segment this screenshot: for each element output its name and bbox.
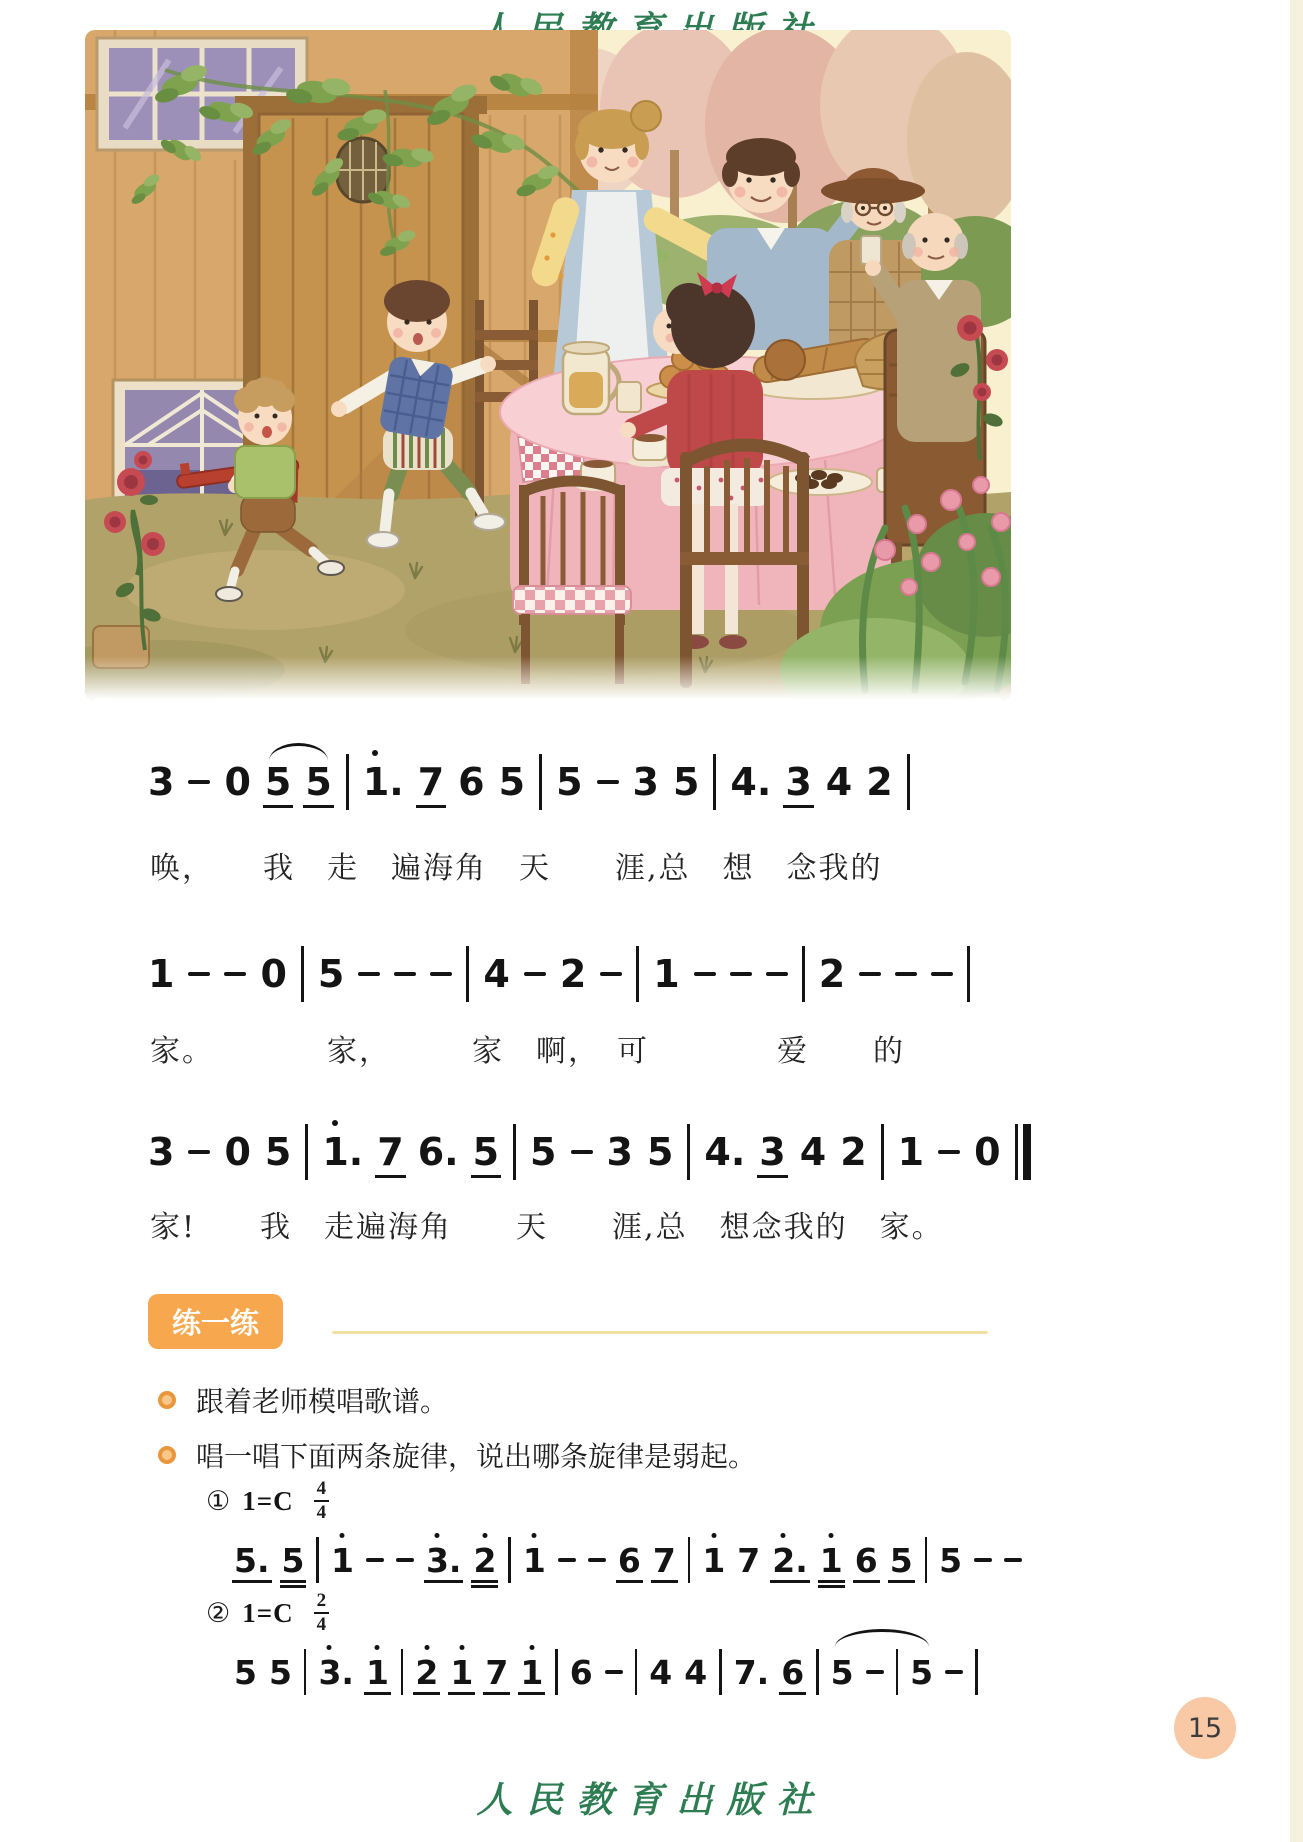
- note: 0: [224, 760, 251, 804]
- barline: [925, 1537, 928, 1583]
- sustain-dash: [945, 1670, 963, 1674]
- barline: [508, 1537, 511, 1583]
- note: 5: [498, 760, 526, 804]
- sustain-dash: [588, 1558, 606, 1562]
- note: 5: [556, 760, 583, 804]
- sustain-dash: [558, 1558, 576, 1562]
- practice-badge: 练一练: [148, 1294, 283, 1349]
- note: 3: [148, 1130, 175, 1174]
- barline: [713, 754, 716, 810]
- barline: [346, 754, 349, 810]
- sustain-dash: [396, 1558, 414, 1562]
- note: 1: [523, 1544, 546, 1577]
- sustain-dash: [366, 1558, 384, 1562]
- note: 6: [855, 1544, 878, 1577]
- exercise-2-key: 1=C: [242, 1597, 294, 1628]
- practice-list: [158, 1380, 756, 1490]
- note: 4.: [704, 1130, 746, 1174]
- note: 3: [148, 760, 175, 804]
- sustain-dash: [938, 1150, 960, 1154]
- barline: [316, 1537, 319, 1583]
- watercolor-fade: [85, 656, 1011, 700]
- barline: [881, 1124, 884, 1180]
- note: 2: [840, 1130, 867, 1174]
- score-line-3-lyrics: 家! 我 走遍海角 天 涯,总 想念我的 家。: [150, 1210, 944, 1245]
- note: 1: [702, 1544, 725, 1577]
- note: 1: [520, 1656, 543, 1689]
- sustain-dash: [1004, 1558, 1022, 1562]
- slur-arc: [269, 743, 328, 761]
- publisher-footer: 人民教育出版社: [476, 1779, 827, 1821]
- sustain-dash: [866, 1670, 884, 1674]
- barline: [802, 946, 805, 1002]
- practice-item: [158, 1435, 756, 1475]
- note: 7: [377, 1133, 403, 1171]
- note: 0: [260, 952, 287, 996]
- exercise-2-music: [234, 1640, 978, 1704]
- note: 4: [684, 1652, 708, 1692]
- note: 1: [897, 1130, 925, 1174]
- note: 7: [653, 1544, 676, 1577]
- note: 4: [825, 760, 853, 804]
- bullet-icon: [158, 1446, 176, 1464]
- slur-group: [264, 760, 332, 804]
- note: 5: [939, 1540, 963, 1580]
- note: 3: [632, 760, 659, 804]
- note: 2: [559, 952, 587, 996]
- practice-item: [158, 1380, 756, 1420]
- note: 5: [672, 760, 700, 804]
- note: 0: [974, 1130, 1001, 1174]
- score-line-2-music: [148, 938, 970, 1010]
- note: 3: [759, 1133, 785, 1171]
- barline: [466, 946, 469, 1002]
- score-line-1-lyrics: 唤， 我 走 遍海角 天 涯,总 想 念我的: [150, 851, 883, 886]
- practice-item-text: 唱一唱下面两条旋律，说出哪条旋律是弱起。: [196, 1440, 757, 1473]
- barline: [896, 1649, 899, 1695]
- barline: [688, 1537, 691, 1583]
- note: 4: [483, 952, 510, 996]
- exercise-1-music: [234, 1528, 1022, 1592]
- meter-top: 2: [314, 1590, 330, 1614]
- sustain-dash: [224, 972, 246, 976]
- barline: [539, 754, 542, 810]
- sustain-dash: [188, 780, 210, 784]
- page-number-badge: 15: [1174, 1697, 1236, 1759]
- sustain-dash: [766, 972, 788, 976]
- exercise-2-number: ②: [206, 1597, 231, 1629]
- note: 1.: [322, 1133, 363, 1171]
- barline: [305, 1124, 308, 1180]
- note: 2.: [772, 1544, 808, 1577]
- sustain-dash: [605, 1670, 623, 1674]
- barline: [687, 1124, 690, 1180]
- barline: [907, 754, 910, 810]
- note: 6.: [417, 1130, 459, 1174]
- sustain-dash: [859, 972, 881, 976]
- note: 4: [799, 1130, 827, 1174]
- sustain-dash: [571, 1150, 593, 1154]
- note: 1: [653, 952, 680, 996]
- barline: [816, 1649, 819, 1695]
- note: 2: [473, 1544, 496, 1577]
- barline: [975, 1649, 978, 1695]
- note: 5: [305, 763, 331, 801]
- note: 2: [866, 760, 893, 804]
- barline: [635, 1649, 638, 1695]
- note: 3.: [426, 1544, 462, 1577]
- sustain-dash: [694, 972, 716, 976]
- sustain-dash: [730, 972, 752, 976]
- exercise-1-meter: [314, 1478, 330, 1524]
- barline: [636, 946, 639, 1002]
- note: 3: [606, 1130, 633, 1174]
- barline: [555, 1649, 558, 1695]
- practice-item-text: 跟着老师模唱歌谱。: [196, 1385, 449, 1418]
- note: 6: [458, 760, 485, 804]
- exercise-1-number: ①: [206, 1485, 231, 1517]
- score-line-3-music: [148, 1116, 1031, 1188]
- note: 2: [415, 1656, 438, 1689]
- slur-arc: [835, 1629, 929, 1647]
- note: 5: [530, 1130, 557, 1174]
- exercise-2-header: [206, 1590, 329, 1636]
- note: 4: [649, 1652, 673, 1692]
- sustain-dash: [430, 972, 452, 976]
- note: 5: [264, 1130, 292, 1174]
- sustain-dash: [188, 972, 210, 976]
- note: 7: [418, 763, 444, 801]
- note: 5: [830, 1652, 854, 1692]
- note: 6: [569, 1652, 593, 1692]
- score-line-1-music: [148, 746, 910, 818]
- note: 5: [317, 952, 345, 996]
- barline: [513, 1124, 516, 1180]
- barline: [304, 1649, 307, 1695]
- family-garden-illustration: [85, 30, 1011, 700]
- note: 5: [282, 1544, 305, 1577]
- note: 1: [820, 1544, 843, 1577]
- note: 3: [785, 763, 811, 801]
- note: 5: [473, 1133, 499, 1171]
- sustain-dash: [394, 972, 416, 976]
- note: 5: [268, 1652, 292, 1692]
- note: 6: [618, 1544, 641, 1577]
- note: 5: [265, 763, 291, 801]
- exercise-2-meter: [314, 1590, 330, 1636]
- note: 7.: [733, 1652, 770, 1692]
- sustain-dash: [524, 972, 546, 976]
- slur-group: [831, 1649, 933, 1695]
- note: 0: [224, 1130, 251, 1174]
- sustain-dash: [597, 780, 619, 784]
- sustain-dash: [358, 972, 380, 976]
- meter-bottom: 4: [316, 1614, 327, 1635]
- note: 7: [485, 1656, 508, 1689]
- note: 1: [331, 1544, 354, 1577]
- exercise-1-key: 1=C: [242, 1485, 294, 1516]
- note: 5: [646, 1130, 674, 1174]
- note: 1: [366, 1656, 389, 1689]
- sustain-dash: [600, 972, 622, 976]
- barline: [301, 946, 304, 1002]
- score-line-2-lyrics: 家。 家， 家 啊， 可 爱 的: [150, 1034, 905, 1069]
- practice-divider: [332, 1331, 988, 1334]
- note: 3.: [318, 1656, 354, 1689]
- bullet-icon: [158, 1391, 176, 1409]
- barline: [967, 946, 970, 1002]
- note: 5: [890, 1544, 913, 1577]
- meter-bottom: 4: [316, 1502, 327, 1523]
- note: 4.: [730, 760, 772, 804]
- sustain-dash: [974, 1558, 992, 1562]
- page-edge-strip: [1290, 0, 1303, 1842]
- note: 1.: [363, 763, 404, 801]
- note: 1: [450, 1656, 473, 1689]
- sustain-dash: [188, 1150, 210, 1154]
- sustain-dash: [931, 972, 953, 976]
- note: 2: [818, 952, 846, 996]
- barline: [719, 1649, 722, 1695]
- barline: [401, 1649, 404, 1695]
- sustain-dash: [895, 972, 917, 976]
- note: 6: [781, 1656, 804, 1689]
- exercise-1-header: [206, 1478, 329, 1524]
- note: 5: [910, 1652, 934, 1692]
- note: 5.: [234, 1544, 270, 1577]
- final-barline: [1015, 1124, 1031, 1180]
- note: 1: [148, 952, 175, 996]
- note: 7: [737, 1540, 761, 1580]
- note: 5: [234, 1652, 257, 1692]
- meter-top: 4: [314, 1478, 330, 1502]
